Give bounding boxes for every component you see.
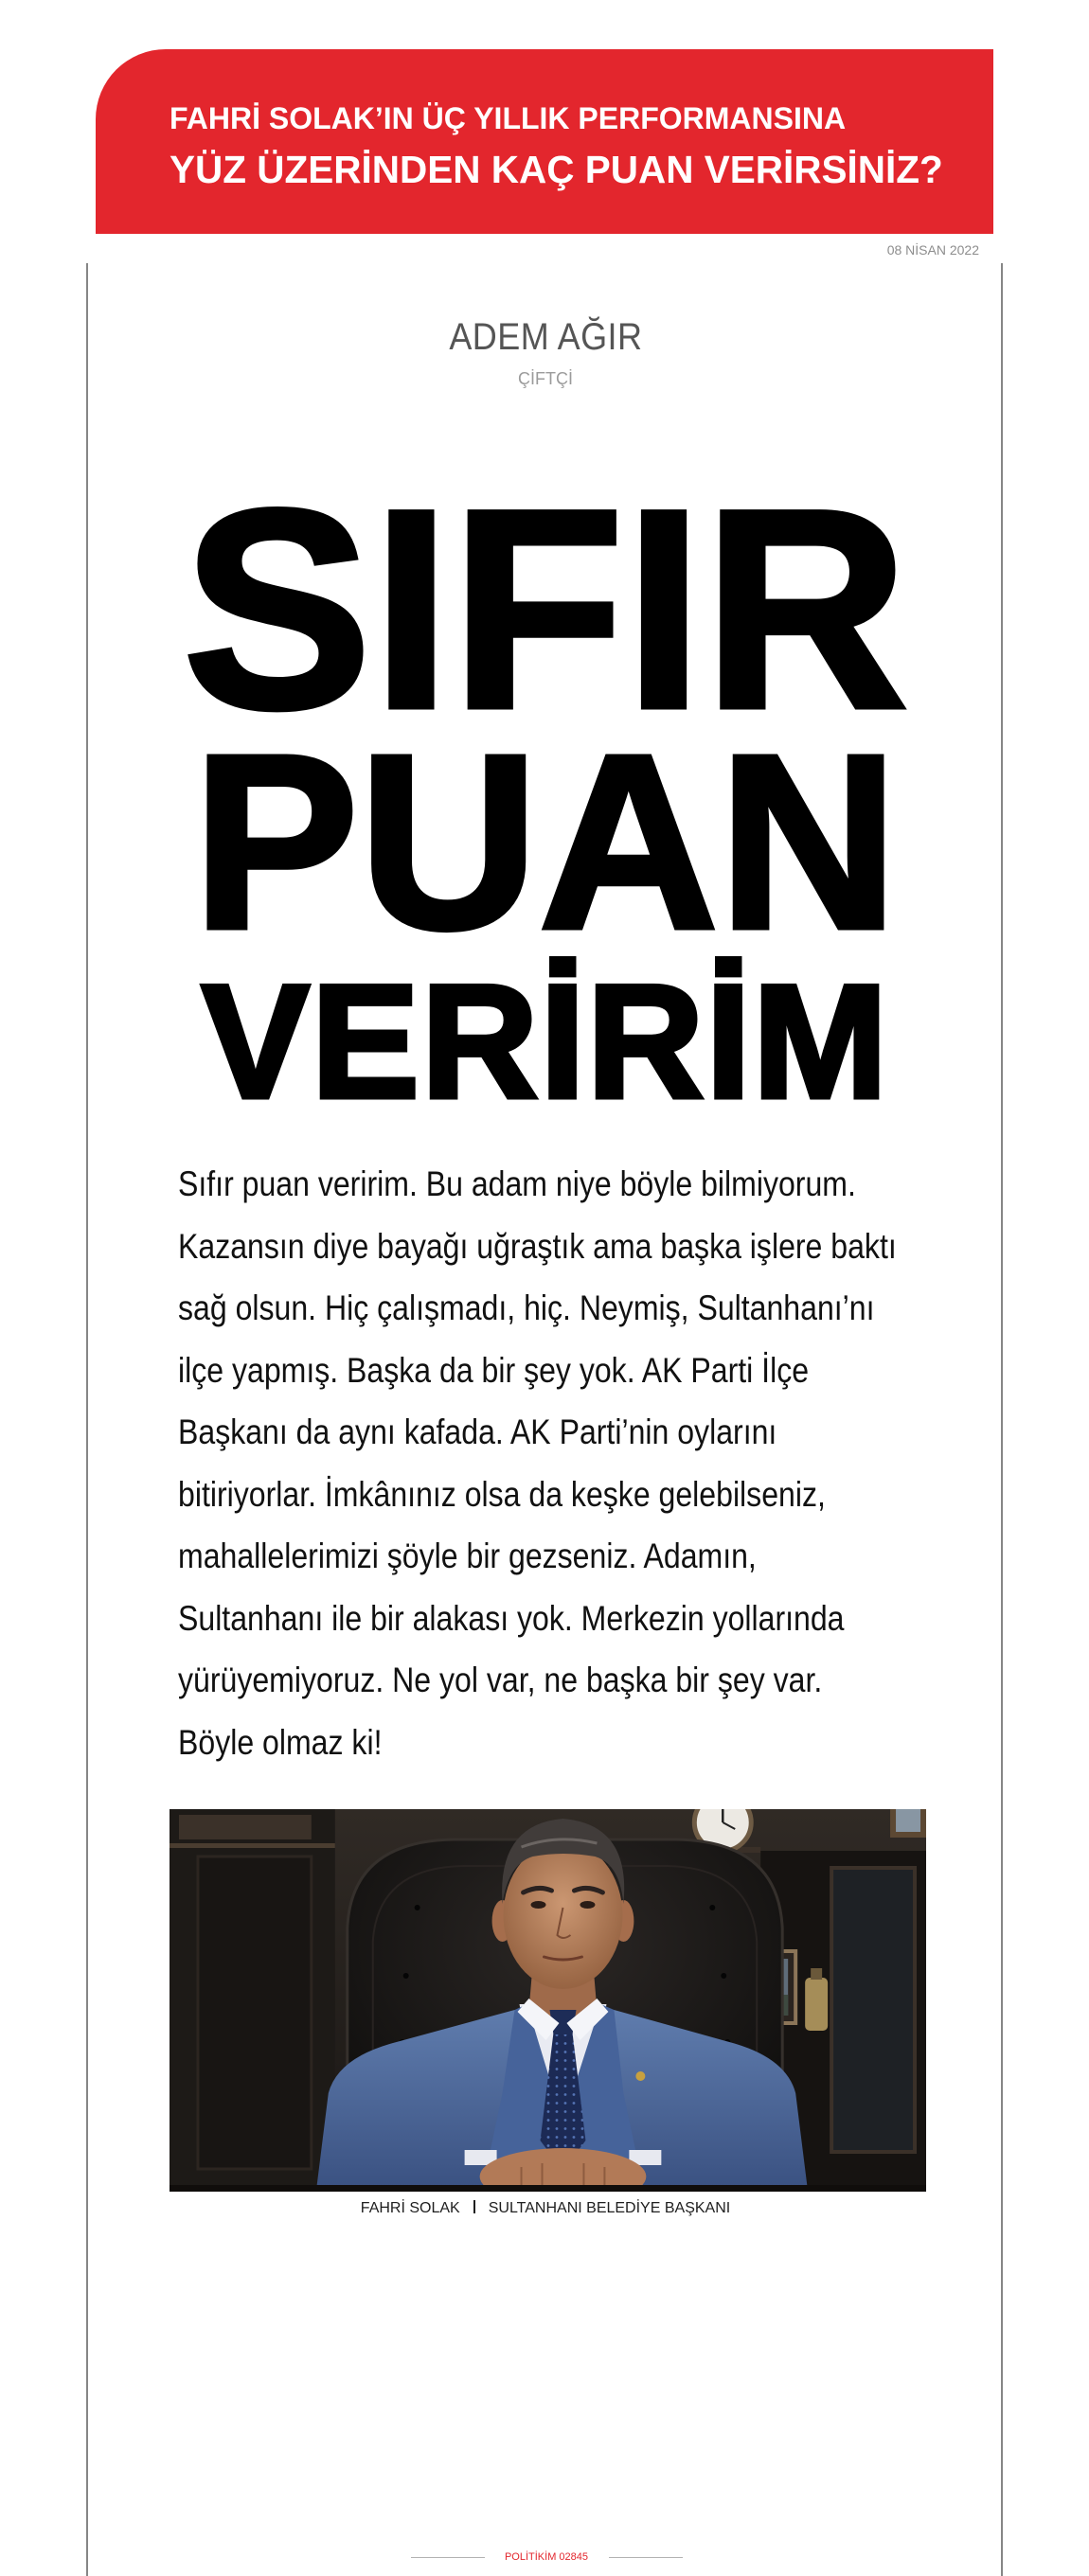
body-line: bitiriyorlar. İmkânınız olsa da keşke gelebilseniz, <box>178 1474 826 1514</box>
title-banner <box>96 49 993 234</box>
body-line: Başkanı da aynı kafada. AK Parti’nin oylarını <box>178 1412 777 1451</box>
body-line: Sıfır puan veririm. Bu adam niye böyle bilmiyorum. <box>178 1164 856 1203</box>
body-line: Böyle olmaz ki! <box>178 1722 383 1762</box>
body-line: mahallelerimizi şöyle bir gezseniz. Adamın, <box>178 1537 757 1575</box>
article-body <box>178 1153 1011 1773</box>
banner-question-line2: YÜZ ÜZERİNDEN KAÇ PUAN VERİRSİNİZ? <box>170 148 943 191</box>
headline-line-2: PUAN <box>192 702 899 981</box>
desk <box>170 2185 926 2192</box>
portrait-photo <box>170 1809 926 2192</box>
caption-separator <box>473 2200 475 2213</box>
body-line: sağ olsun. Hiç çalışmadı, hiç. Neymiş, Sultanhanı’nı <box>178 1288 875 1327</box>
body-line: ilçe yapmış. Başka da bir şey yok. AK Parti İlçe <box>178 1350 810 1390</box>
author-block <box>87 318 1004 356</box>
photo-caption <box>87 2200 1004 2217</box>
headline-line-3: VERİRİM <box>201 951 890 1132</box>
caption-person-name: FAHRİ SOLAK <box>360 2200 460 2216</box>
caption-person-title: SULTANHANI BELEDİYE BAŞKANI <box>488 2200 731 2216</box>
author-occupation: ÇİFTÇİ <box>518 369 573 388</box>
publish-date: 08 NİSAN 2022 <box>886 242 979 258</box>
author-name: ADEM AĞIR <box>448 316 643 358</box>
body-line: yürüyemiyoruz. Ne yol var, ne başka bir şey var. <box>178 1661 823 1699</box>
headline-line-1: SIFIR <box>182 450 909 768</box>
body-line: Sultanhanı ile bir alakası yok. Merkezin yollarında <box>178 1598 845 1638</box>
body-line: Kazansın diye bayağı uğraştık ama başka işlere baktı <box>178 1226 897 1266</box>
footer-label: POLİTİKİM 02845 <box>504 2551 589 2563</box>
banner-question-line1: FAHRİ SOLAK’IN ÜÇ YILLIK PERFORMANSINA <box>170 101 847 135</box>
wall-frame <box>890 1809 926 1838</box>
